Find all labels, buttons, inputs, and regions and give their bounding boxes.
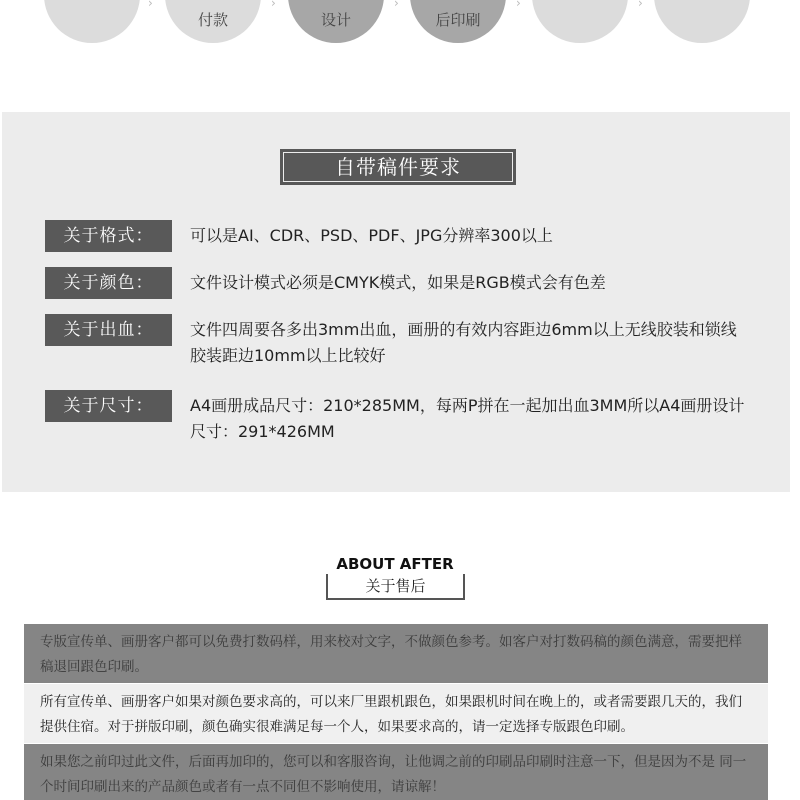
- chevron-right-icon: ›: [516, 0, 521, 10]
- about-after-heading: ABOUT AFTER: [336, 555, 454, 573]
- step-6: [654, 0, 750, 43]
- chevron-right-icon: ›: [148, 0, 153, 10]
- about-after-subheading: 关于售后: [326, 574, 465, 600]
- format-tag: 关于格式：: [45, 220, 172, 252]
- step-3: [288, 0, 384, 43]
- step-1: [44, 0, 140, 43]
- requirements-title-text: 自带稿件要求: [283, 152, 513, 182]
- chevron-right-icon: ›: [394, 0, 399, 10]
- bleed-text: 文件四周要各多出3mm出血，画册的有效内容距边6mm以上无线胶装和锁线胶装距边10mm以上比较好: [190, 320, 737, 365]
- color-tag: 关于颜色：: [45, 267, 172, 299]
- requirements-panel: [2, 112, 790, 492]
- step-2: [165, 0, 261, 43]
- process-steps: [0, 0, 800, 50]
- size-tag: 关于尺寸：: [45, 390, 172, 422]
- step-2-label: 付款: [197, 11, 228, 29]
- after-sales-paragraph-2: 所有宣传单、画册客户如果对颜色要求高的，可以来厂里跟机跟色，如果跟机时间在晚上的，或者需要跟几天的，我们提供住宿。对于拼版印刷，颜色确实很难满足每一个人，如果要求高的，请一定选择专版跟色印刷。: [24, 684, 768, 743]
- step-4: [410, 0, 506, 43]
- format-text: 可以是AI、CDR、PSD、PDF、JPG分辨率300以上: [190, 226, 553, 245]
- step-4-label: 后印刷: [435, 11, 481, 29]
- chevron-right-icon: ›: [638, 0, 643, 10]
- step-3-label: 设计: [320, 11, 351, 29]
- color-text: 文件设计模式必须是CMYK模式，如果是RGB模式会有色差: [190, 273, 606, 292]
- requirements-title: [280, 149, 516, 185]
- bleed-tag: 关于出血：: [45, 314, 172, 346]
- chevron-right-icon: ›: [271, 0, 276, 10]
- after-sales-paragraph-1: 专版宣传单、画册客户都可以免费打数码样，用来校对文字，不做颜色参考。如客户对打数码稿的颜色满意，需要把样稿退回跟色印刷。: [24, 624, 768, 683]
- size-text: A4画册成品尺寸：210*285MM，每两P拼在一起加出血3MM所以A4画册设计尺寸：291*426MM: [190, 396, 745, 441]
- after-sales-paragraph-3: 如果您之前印过此文件，后面再加印的，您可以和客服咨询，让他调之前的印刷品印刷时注意一下，但是因为不是 同一个时间印刷出来的产品颜色或者有一点不同但不影响使用，请谅解！: [24, 744, 768, 800]
- step-5: [532, 0, 628, 43]
